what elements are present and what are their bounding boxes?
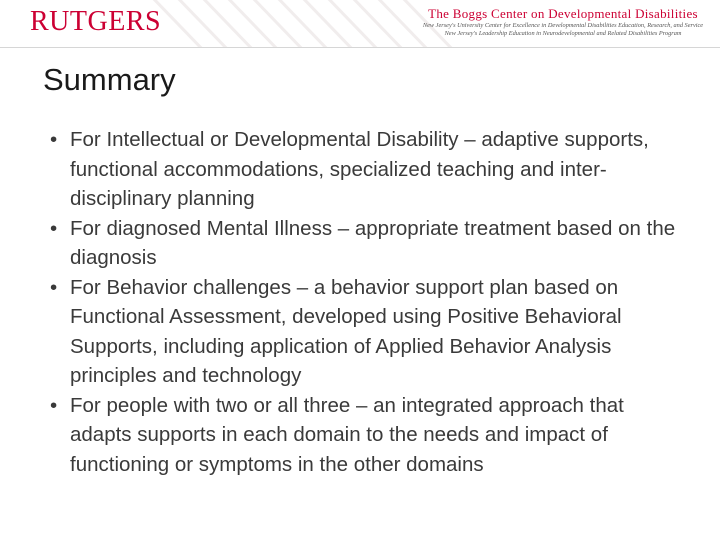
bullet-item	[50, 125, 690, 214]
bullet-item	[50, 391, 690, 480]
bullet-dot: •	[50, 128, 58, 151]
slide-header	[0, 0, 720, 48]
bullet-item	[50, 214, 690, 273]
bullet-item	[50, 273, 690, 391]
slide-title: Summary	[43, 62, 176, 97]
bullet-dot: •	[50, 216, 58, 240]
bullet-dot: •	[50, 393, 58, 417]
bullet-dot: •	[50, 275, 58, 299]
bullet-text: For diagnosed Mental Illness – appropriate treatment based on the diagnosis	[70, 216, 676, 269]
bullet-list	[50, 125, 690, 479]
bullet-text: For Behavior challenges – a behavior support plan based on Functional Assessment, developed using Positive Behavioral Supports, including application of Applied Behavior Analysis principles and technology	[70, 275, 622, 387]
bullet-text: For people with two or all three – an integrated approach that adapts supports in each domain to the needs and impact of functioning or symptoms in the other domains	[70, 393, 624, 476]
bullet-text: For Intellectual or Developmental Disability – adaptive supports, functional accommodations, specialized teaching and inter-disciplinary planning	[70, 128, 649, 210]
boggs-center-title: The Boggs Center on Developmental Disabilities	[428, 6, 698, 21]
boggs-center-logo	[418, 6, 708, 38]
boggs-center-tagline-2: New Jersey's Leadership Education in Neurodevelopmental and Related Disabilities Program	[444, 30, 682, 37]
rutgers-logo: RUTGERS	[30, 6, 162, 37]
boggs-center-tagline-1: New Jersey's University Center for Excellence in Developmental Disabilities Education, Research, and Service	[422, 22, 704, 29]
